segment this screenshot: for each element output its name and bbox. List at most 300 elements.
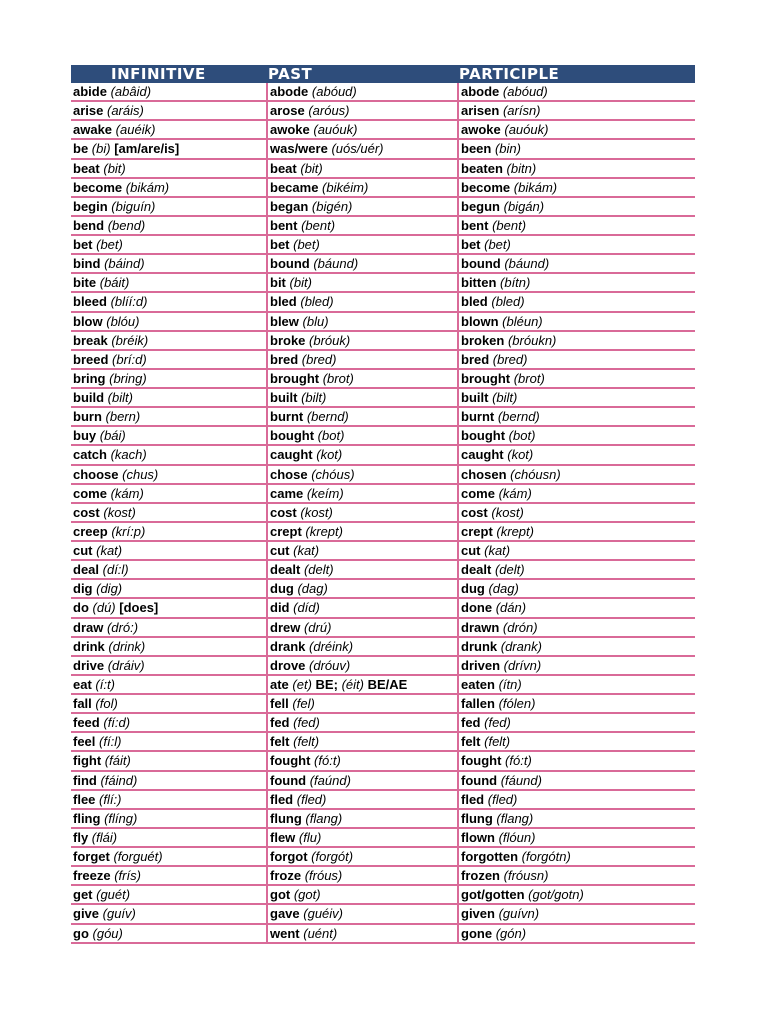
participle-cell <box>459 217 695 234</box>
pronunciation: (uént) <box>303 925 338 941</box>
verb-word: caught <box>270 447 313 463</box>
header-participle: PARTICIPLE <box>459 65 560 83</box>
pronunciation: (fol) <box>95 696 118 711</box>
pronunciation: (dag) <box>297 581 328 597</box>
participle-cell <box>459 389 695 406</box>
pronunciation: (biguín) <box>111 198 156 214</box>
pronunciation: (dráiv) <box>107 657 145 673</box>
verb-word: built <box>461 390 489 405</box>
pronunciation: (bléun) <box>502 313 543 329</box>
past-cell <box>268 733 459 750</box>
pronunciation: (fó:t) <box>505 753 532 769</box>
infinitive-cell <box>71 657 268 674</box>
verb-word: dug <box>461 581 485 597</box>
participle-cell <box>459 791 695 808</box>
pronunciation: (felt) <box>484 734 511 750</box>
participle-cell <box>459 925 695 942</box>
verb-word: eaten <box>461 676 495 692</box>
pronunciation: (dró:) <box>106 619 139 635</box>
pronunciation: (guívn) <box>498 906 540 922</box>
participle-cell <box>459 733 695 750</box>
past-cell <box>268 772 459 789</box>
verb-word: dealt <box>461 562 492 578</box>
participle-cell <box>459 561 695 578</box>
pronunciation: (bi) <box>91 141 111 157</box>
past-cell <box>268 274 459 291</box>
verb-word: beat <box>270 160 297 176</box>
participle-cell <box>459 236 695 253</box>
verb-word: came <box>270 485 304 501</box>
participle-cell <box>459 160 695 177</box>
pronunciation: (forguét) <box>113 849 163 864</box>
verb-word: fight <box>73 753 102 769</box>
verb-word: began <box>270 198 309 214</box>
past-cell <box>268 752 459 769</box>
pronunciation: (í:t) <box>95 676 115 692</box>
verb-word: bet <box>73 237 93 252</box>
pronunciation: (fel) <box>292 696 315 711</box>
infinitive-cell <box>71 619 268 636</box>
pronunciation: (fled) <box>487 791 518 807</box>
verb-word: come <box>461 485 495 501</box>
past-cell <box>268 867 459 884</box>
pronunciation: (bern) <box>105 409 141 425</box>
past-cell <box>268 485 459 502</box>
verb-word: find <box>73 772 97 788</box>
pronunciation: (bend) <box>107 217 146 233</box>
verb-word: caught <box>461 447 504 463</box>
verb-word: crept <box>270 523 302 539</box>
verb-word: blew <box>270 313 299 329</box>
pronunciation: (bin) <box>494 141 521 157</box>
verb-word: done <box>461 600 493 616</box>
verb-word: begun <box>461 198 500 214</box>
infinitive-cell <box>71 791 268 808</box>
past-cell <box>268 714 459 731</box>
pronunciation: (fáit) <box>104 753 131 769</box>
past-cell <box>268 160 459 177</box>
table-row <box>71 848 695 867</box>
participle-cell <box>459 772 695 789</box>
verb-word: crept <box>461 523 493 539</box>
infinitive-cell <box>71 542 268 559</box>
infinitive-cell <box>71 370 268 387</box>
infinitive-cell <box>71 293 268 310</box>
pronunciation: (bot) <box>508 428 536 444</box>
verb-word: cost <box>270 504 297 520</box>
pronunciation: (flu) <box>298 829 322 845</box>
verb-word: bled <box>270 294 297 310</box>
pronunciation: (bréik) <box>111 332 149 348</box>
pronunciation: (ítn) <box>498 676 522 692</box>
verb-word: fly <box>73 829 89 845</box>
verb-word: broke <box>270 332 306 348</box>
verb-word: freeze <box>73 868 111 884</box>
table-row <box>71 925 695 944</box>
verb-word: blow <box>73 313 103 329</box>
participle-cell <box>459 848 695 865</box>
past-cell <box>268 580 459 597</box>
table-row <box>71 810 695 829</box>
participle-cell <box>459 140 695 157</box>
verb-word: give <box>73 906 100 922</box>
pronunciation: (flóun) <box>498 829 536 845</box>
pronunciation: (chóusn) <box>510 466 561 482</box>
verb-word: creep <box>73 523 108 539</box>
verb-word: burnt <box>270 409 304 425</box>
table-row <box>71 733 695 752</box>
past-cell <box>268 217 459 234</box>
participle-cell <box>459 752 695 769</box>
pronunciation: (kat) <box>484 543 511 558</box>
infinitive-cell <box>71 466 268 483</box>
past-cell <box>268 121 459 138</box>
verb-word: chosen <box>461 466 507 482</box>
infinitive-cell <box>71 580 268 597</box>
verb-word: feed <box>73 715 100 731</box>
verb-word: cut <box>461 543 481 558</box>
table-row <box>71 293 695 312</box>
verb-word: bet <box>270 237 290 252</box>
table-row <box>71 829 695 848</box>
participle-cell <box>459 83 695 100</box>
verb-word: bet <box>461 237 481 252</box>
verb-word: do <box>73 600 89 616</box>
pronunciation: (bikéim) <box>322 179 369 195</box>
infinitive-cell <box>71 925 268 942</box>
verb-word: chose <box>270 466 308 482</box>
infinitive-cell <box>71 829 268 846</box>
past-cell <box>268 293 459 310</box>
infinitive-cell <box>71 351 268 368</box>
pronunciation: (bent) <box>492 217 527 233</box>
verb-note: BE; <box>315 676 338 692</box>
participle-cell <box>459 676 695 693</box>
verb-word: became <box>270 179 319 195</box>
pronunciation: (bróukn) <box>507 332 557 348</box>
verb-word: blown <box>461 313 499 329</box>
verb-word: bought <box>461 428 506 444</box>
pronunciation: (delt) <box>303 562 334 578</box>
past-cell <box>268 848 459 865</box>
pronunciation: (chóus) <box>311 466 355 482</box>
verb-note: BE/AE <box>367 676 408 692</box>
past-cell <box>268 810 459 827</box>
participle-cell <box>459 351 695 368</box>
verb-word: forgot <box>270 849 308 864</box>
past-cell <box>268 695 459 712</box>
verb-word: fed <box>270 715 290 731</box>
verb-word: dig <box>73 581 93 597</box>
participle-cell <box>459 255 695 272</box>
pronunciation: (kot) <box>316 447 343 463</box>
pronunciation: (brot) <box>322 370 354 386</box>
past-cell <box>268 886 459 903</box>
infinitive-cell <box>71 274 268 291</box>
pronunciation: (bigán) <box>503 198 545 214</box>
pronunciation: (auóuk) <box>313 122 358 138</box>
infinitive-cell <box>71 446 268 463</box>
infinitive-cell <box>71 504 268 521</box>
pronunciation: (brí:d) <box>112 351 147 367</box>
pronunciation: (fróus) <box>304 868 343 884</box>
verb-word: fallen <box>461 696 495 711</box>
pronunciation: (drívn) <box>503 657 542 673</box>
verb-word: drunk <box>461 638 498 654</box>
infinitive-cell <box>71 810 268 827</box>
verb-word: bent <box>270 217 298 233</box>
table-row <box>71 867 695 886</box>
verb-word: bit <box>270 275 286 291</box>
pronunciation: (faúnd) <box>309 772 351 788</box>
pronunciation: (uós/uér) <box>331 141 384 157</box>
pronunciation: (dag) <box>488 581 519 597</box>
verb-word: drew <box>270 619 301 635</box>
verb-word: arose <box>270 103 305 119</box>
pronunciation: (kach) <box>110 447 147 463</box>
header-infinitive: INFINITIVE <box>111 65 206 83</box>
past-cell <box>268 140 459 157</box>
verb-word: got <box>270 887 291 903</box>
verb-word: brought <box>270 370 320 386</box>
participle-cell <box>459 905 695 922</box>
past-cell <box>268 236 459 253</box>
verb-word: did <box>270 600 290 616</box>
table-row <box>71 580 695 599</box>
pronunciation: (dú) <box>92 600 116 616</box>
table-row <box>71 561 695 580</box>
verb-word: cost <box>73 504 100 520</box>
participle-cell <box>459 638 695 655</box>
infinitive-cell <box>71 485 268 502</box>
pronunciation: (gón) <box>495 925 527 941</box>
verb-word: fled <box>461 791 485 807</box>
verb-word: cut <box>270 543 290 558</box>
header-past: PAST <box>268 65 313 83</box>
pronunciation: (bit) <box>289 275 312 291</box>
verb-word: get <box>73 887 93 903</box>
infinitive-cell <box>71 638 268 655</box>
verb-word: begin <box>73 198 108 214</box>
past-cell <box>268 676 459 693</box>
pronunciation: (blóu) <box>106 313 140 329</box>
pronunciation: (got/gotn) <box>528 887 584 903</box>
verb-word: eat <box>73 676 92 692</box>
table-row <box>71 905 695 924</box>
verb-note: [does] <box>119 600 159 616</box>
pronunciation: (got) <box>293 887 321 903</box>
verb-word: flee <box>73 791 96 807</box>
participle-cell <box>459 427 695 444</box>
verb-word: got/gotten <box>461 887 525 903</box>
pronunciation: (guív) <box>102 906 136 922</box>
verb-word: cut <box>73 543 93 558</box>
past-cell <box>268 638 459 655</box>
pronunciation: (éit) <box>341 676 364 692</box>
table-row <box>71 523 695 542</box>
verb-word: flown <box>461 829 495 845</box>
table-row <box>71 408 695 427</box>
verb-word: bound <box>461 256 501 272</box>
infinitive-cell <box>71 599 268 616</box>
participle-cell <box>459 446 695 463</box>
participle-cell <box>459 542 695 559</box>
pronunciation: (forgótn) <box>521 849 571 864</box>
table-row <box>71 83 695 102</box>
past-cell <box>268 408 459 425</box>
pronunciation: (kat) <box>96 543 123 558</box>
infinitive-cell <box>71 772 268 789</box>
pronunciation: (kost) <box>103 504 136 520</box>
pronunciation: (flái) <box>91 829 118 845</box>
verb-word: bring <box>73 370 106 386</box>
pronunciation: (báit) <box>99 275 130 291</box>
table-row <box>71 695 695 714</box>
verb-word: draw <box>73 619 104 635</box>
pronunciation: (krept) <box>496 523 534 539</box>
participle-cell <box>459 829 695 846</box>
pronunciation: (flíng) <box>104 810 138 826</box>
table-row <box>71 752 695 771</box>
infinitive-cell <box>71 236 268 253</box>
past-cell <box>268 657 459 674</box>
verb-word: awake <box>73 122 113 138</box>
verb-word: awoke <box>270 122 310 138</box>
verb-word: drive <box>73 657 105 673</box>
pronunciation: (dróuv) <box>309 657 351 673</box>
verb-word: bind <box>73 256 101 272</box>
verb-word: broken <box>461 332 505 348</box>
participle-cell <box>459 313 695 330</box>
infinitive-cell <box>71 733 268 750</box>
verb-word: drawn <box>461 619 500 635</box>
verb-word: froze <box>270 868 302 884</box>
pronunciation: (bled) <box>491 294 525 310</box>
table-row <box>71 389 695 408</box>
participle-cell <box>459 619 695 636</box>
pronunciation: (bot) <box>317 428 345 444</box>
verb-word: come <box>73 485 107 501</box>
pronunciation: (drank) <box>500 638 542 654</box>
pronunciation: (díd) <box>293 600 320 616</box>
pronunciation: (bróuk) <box>309 332 351 348</box>
participle-cell <box>459 657 695 674</box>
pronunciation: (kost) <box>491 504 524 520</box>
pronunciation: (bet) <box>96 237 123 252</box>
participle-cell <box>459 810 695 827</box>
table-row <box>71 274 695 293</box>
participle-cell <box>459 274 695 291</box>
verb-word: brought <box>461 370 511 386</box>
infinitive-cell <box>71 121 268 138</box>
pronunciation: (drink) <box>108 638 146 654</box>
verb-word: was/were <box>270 141 328 157</box>
verb-word: fought <box>461 753 502 769</box>
verb-word: driven <box>461 657 501 673</box>
verb-word: bound <box>270 256 310 272</box>
pronunciation: (drú) <box>303 619 332 635</box>
pronunciation: (krept) <box>305 523 343 539</box>
participle-cell <box>459 408 695 425</box>
participle-cell <box>459 179 695 196</box>
infinitive-cell <box>71 408 268 425</box>
verb-word: feel <box>73 734 96 750</box>
infinitive-cell <box>71 886 268 903</box>
infinitive-cell <box>71 160 268 177</box>
verb-word: ate <box>270 676 289 692</box>
table-row <box>71 542 695 561</box>
verb-word: bred <box>461 351 490 367</box>
infinitive-cell <box>71 255 268 272</box>
verb-word: drink <box>73 638 105 654</box>
pronunciation: (bikám) <box>513 179 558 195</box>
verb-word: arise <box>73 103 104 119</box>
verb-word: be <box>73 141 89 157</box>
pronunciation: (bled) <box>300 294 334 310</box>
pronunciation: (krí:p) <box>111 523 146 539</box>
infinitive-cell <box>71 561 268 578</box>
table-row <box>71 676 695 695</box>
pronunciation: (aróus) <box>308 103 350 119</box>
pronunciation: (kost) <box>300 504 333 520</box>
table-row <box>71 140 695 159</box>
verb-word: found <box>461 772 498 788</box>
table-row <box>71 198 695 217</box>
pronunciation: (frís) <box>114 868 141 884</box>
table-row <box>71 332 695 351</box>
pronunciation: (bred) <box>492 351 528 367</box>
participle-cell <box>459 599 695 616</box>
verb-word: fled <box>270 791 294 807</box>
participle-cell <box>459 370 695 387</box>
pronunciation: (guét) <box>96 887 131 903</box>
verb-word: went <box>270 925 300 941</box>
pronunciation: (chus) <box>122 466 159 482</box>
table-row <box>71 370 695 389</box>
participle-cell <box>459 523 695 540</box>
participle-cell <box>459 198 695 215</box>
pronunciation: (delt) <box>494 562 525 578</box>
table-row <box>71 160 695 179</box>
past-cell <box>268 504 459 521</box>
table-row <box>71 102 695 121</box>
table-row <box>71 657 695 676</box>
past-cell <box>268 599 459 616</box>
past-cell <box>268 102 459 119</box>
pronunciation: (guéiv) <box>303 906 344 922</box>
verb-word: frozen <box>461 868 500 884</box>
pronunciation: (góu) <box>92 925 123 941</box>
infinitive-cell <box>71 198 268 215</box>
past-cell <box>268 925 459 942</box>
pronunciation: (bent) <box>301 217 336 233</box>
table-row <box>71 179 695 198</box>
verb-word: fall <box>73 696 92 711</box>
past-cell <box>268 370 459 387</box>
table-row <box>71 466 695 485</box>
pronunciation: (arísn) <box>502 103 541 119</box>
verb-word: arisen <box>461 103 500 119</box>
verb-word: beat <box>73 160 100 176</box>
verb-word: bled <box>461 294 488 310</box>
past-cell <box>268 466 459 483</box>
verb-word: gone <box>461 925 493 941</box>
infinitive-cell <box>71 313 268 330</box>
pronunciation: (bilt) <box>107 390 133 405</box>
pronunciation: (fáund) <box>500 772 542 788</box>
pronunciation: (bigén) <box>311 198 353 214</box>
verb-word: burnt <box>461 409 495 425</box>
